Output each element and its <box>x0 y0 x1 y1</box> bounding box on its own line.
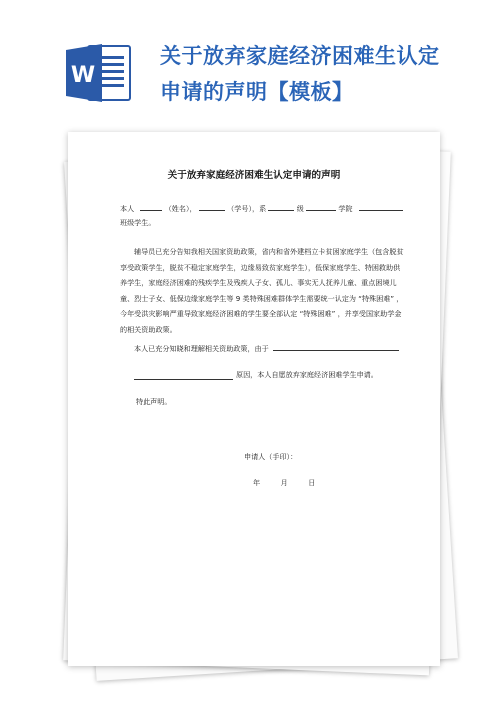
reason-prefix: 本人已充分知晓和理解相关资助政策，由于 <box>134 344 269 353</box>
student-id-blank <box>199 202 225 211</box>
reason-suffix: 原因，本人自愿放弃家庭经济困难学生申请。 <box>236 370 378 379</box>
name-label: （姓名）， <box>164 204 197 213</box>
identity-line <box>120 202 403 214</box>
svg-text:W: W <box>70 63 96 88</box>
document-page <box>68 132 440 666</box>
document-title: 关于放弃家庭经济困难生认定申请的声明 <box>167 170 341 181</box>
header-title-line-1: 关于放弃家庭经济困难生认定 <box>160 43 440 68</box>
policy-paragraph: 辅导员已充分告知我相关国家资助政策，省内和省外建档立卡贫困家庭学生（包含脱贫享受政策学生，脱贫不稳定家庭学生，边缘易致贫家庭学生），低保家庭学生、特困救助供养学生，家庭经济困难的残疾学生及残疾人子女、孤儿、事实无人抚养儿童、重点困境儿童、烈士子女、低保边缘家庭学生等 9 类特殊困难群体学生需要统一认定为 “特殊困难” ，今年受洪灾影响严重导致家庭经济困难的学生要全部认定 “特殊困难” ，并享受国家助学金的相关资助政策。 <box>120 247 404 334</box>
college-blank <box>306 202 336 211</box>
major-blank <box>359 202 403 211</box>
identity-prefix: 本人 <box>120 204 135 213</box>
date-year: 年 <box>253 478 261 487</box>
word-document-icon <box>66 42 132 104</box>
applicant-signature: 申请人（手印）： <box>244 452 298 461</box>
closing-statement: 特此声明。 <box>136 397 172 406</box>
reason-line <box>134 342 399 354</box>
class-line: 班级学生。 <box>120 218 156 227</box>
date-line <box>253 478 315 488</box>
reason-continuation-blank <box>134 379 233 380</box>
date-month: 月 <box>280 478 288 487</box>
name-blank <box>140 202 162 211</box>
date-day: 日 <box>308 478 316 487</box>
college-label: 学院 <box>338 204 353 213</box>
grade-blank <box>268 202 294 211</box>
header-title-line-2: 申请的声明【模板】 <box>160 79 354 104</box>
header-title <box>160 38 480 110</box>
student-id-label: （学号），系 <box>227 204 267 213</box>
reason-blank <box>273 342 399 351</box>
grade-label: 级 <box>296 204 304 213</box>
